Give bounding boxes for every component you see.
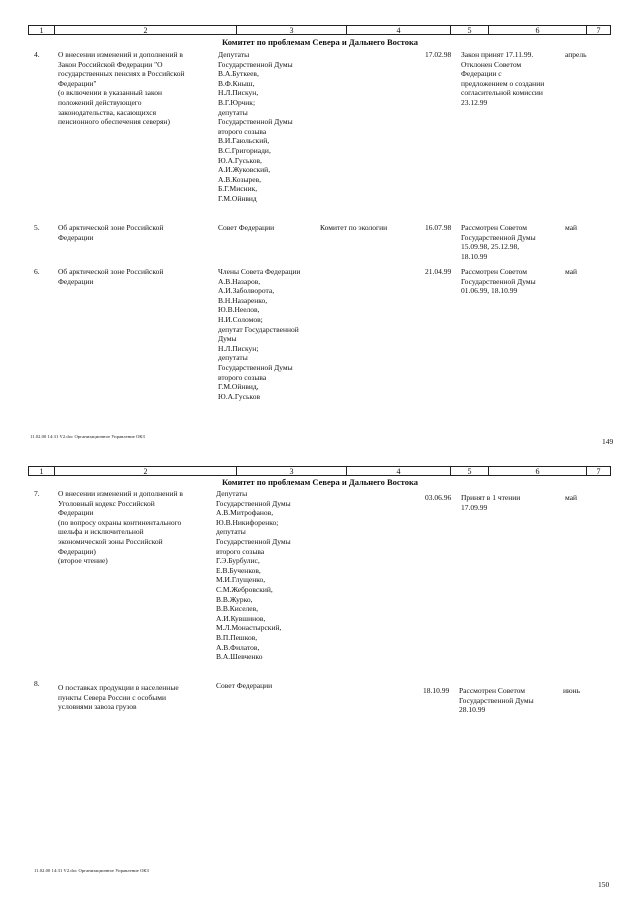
row-number: 6. [34, 267, 40, 276]
bill-authors: Совет Федерации [216, 681, 273, 690]
bill-date: 17.02.98 [425, 50, 452, 59]
footer-note: 11.02.00 14:31 V2.doc Организационное Управление ОКЗ [30, 434, 145, 439]
col-header: 6 [489, 26, 587, 34]
bill-month: апрель [565, 50, 587, 59]
bill-title: Об арктической зоне Российской Федерации [58, 223, 164, 242]
bill-date: 03.06.96 [425, 493, 452, 502]
col-header: 4 [347, 467, 451, 475]
col-header: 7 [596, 467, 601, 476]
bill-title: О внесении изменений и дополнений в Закон Российской Федерации "О государственных пенсиях в Российской Федерации" (о включении в указанный закон положений действующего законодательства, касающихся пенсионного обеспечения северян) [58, 50, 185, 127]
bill-authors: Депутаты Государственной Думы А.В.Митрофанов, Ю.В.Никифоренко; депутаты Государственной Думы второго созыва Г.Э.Бурбулис, Е.В.Бученков, М.И.Глущенко, С.М.Жебровский, В.В.Журко, В.В.Киселев, А.И.Кувшинов, М.Л.Монастырский, В.П.Пешков, А.В.Филатов, В.А.Шевченко [216, 489, 291, 662]
bill-status: Рассмотрен Советом Государственной Думы 28.10.99 [459, 686, 534, 715]
bill-title: О внесении изменений и дополнений в Уголовный кодекс Российской Федерации (по вопросу охраны континентального шельфа и исключительной экономической зоны Российской Федерации) (второе чтение) [58, 489, 183, 566]
footer-note: 11.02.00 14:31 V2.doc Организационное Управление ОКЗ [34, 868, 149, 873]
bill-date: 16.07.98 [425, 223, 452, 232]
col-header: 5 [451, 467, 489, 475]
bill-status: Принят в 1 чтении 17.09.99 [461, 493, 521, 512]
row-number: 7. [34, 489, 40, 498]
col-header: 2 [55, 26, 237, 34]
col-header: 1 [29, 467, 55, 475]
bill-title: О поставках продукции в населенные пункты Севера России с особыми условиями завоза грузов [58, 683, 179, 712]
row-number: 8. [34, 679, 40, 688]
bill-authors: Совет Федерации [218, 223, 275, 232]
bill-month: май [565, 267, 578, 276]
row-number: 4. [34, 50, 40, 59]
bill-status: Рассмотрен Советом Государственной Думы 01.06.99, 18.10.99 [461, 267, 536, 296]
col-header: 4 [347, 26, 451, 34]
col-header: 3 [237, 467, 347, 475]
row-number: 5. [34, 223, 40, 232]
col-header: 7 [596, 26, 601, 35]
bill-authors: Члены Совета Федерации А.В.Назаров, А.И.Заболворота, В.Н.Назаренко, Ю.В.Неелов, Н.И.Соломов; депутат Государственной Думы Н.Л.Пискун; депутаты Государственной Думы второго созыва Г.М.Ойнвид, Ю.А.Гуськов [218, 267, 301, 401]
committee-heading: Комитет по проблемам Севера и Дальнего Востока [221, 477, 419, 487]
bill-title: Об арктической зоне Российской Федерации [58, 267, 164, 286]
bill-status: Рассмотрен Советом Государственной Думы 15.09.98, 25.12.98, 18.10.99 [461, 223, 536, 261]
col-header: 1 [29, 26, 55, 34]
bill-status: Закон принят 17.11.99. Отклонен Советом Федерации с предложением о создании согласительной комиссии 23.12.99 [461, 50, 545, 107]
bill-month: май [565, 223, 578, 232]
col-header: 2 [55, 467, 237, 475]
col-header: 5 [451, 26, 489, 34]
table-header-2 [28, 466, 611, 476]
col-header: 3 [237, 26, 347, 34]
bill-month: май [565, 493, 578, 502]
bill-month: июнь [563, 686, 581, 695]
bill-date: 21.04.99 [425, 267, 452, 276]
bill-authors: Депутаты Государственной Думы В.А.Буткеев, В.Ф.Кныш, Н.Л.Пискун, В.Г.Юрчик; депутаты Государственной Думы второго созыва В.И.Гаюльский, В.С.Григориади, Ю.А.Гуськов, А.И.Жуковский, А.В.Козырев, Б.Г.Мисник, Г.М.Ойнвид [218, 50, 293, 203]
col-header: 6 [489, 467, 587, 475]
page-number: 149 [602, 437, 614, 446]
committee-heading: Комитет по проблемам Севера и Дальнего Востока [221, 37, 419, 47]
table-header-1 [28, 25, 611, 35]
bill-committee: Комитет по экологии [320, 223, 388, 232]
bill-date: 18.10.99 [423, 686, 450, 695]
page-number: 150 [598, 880, 610, 889]
